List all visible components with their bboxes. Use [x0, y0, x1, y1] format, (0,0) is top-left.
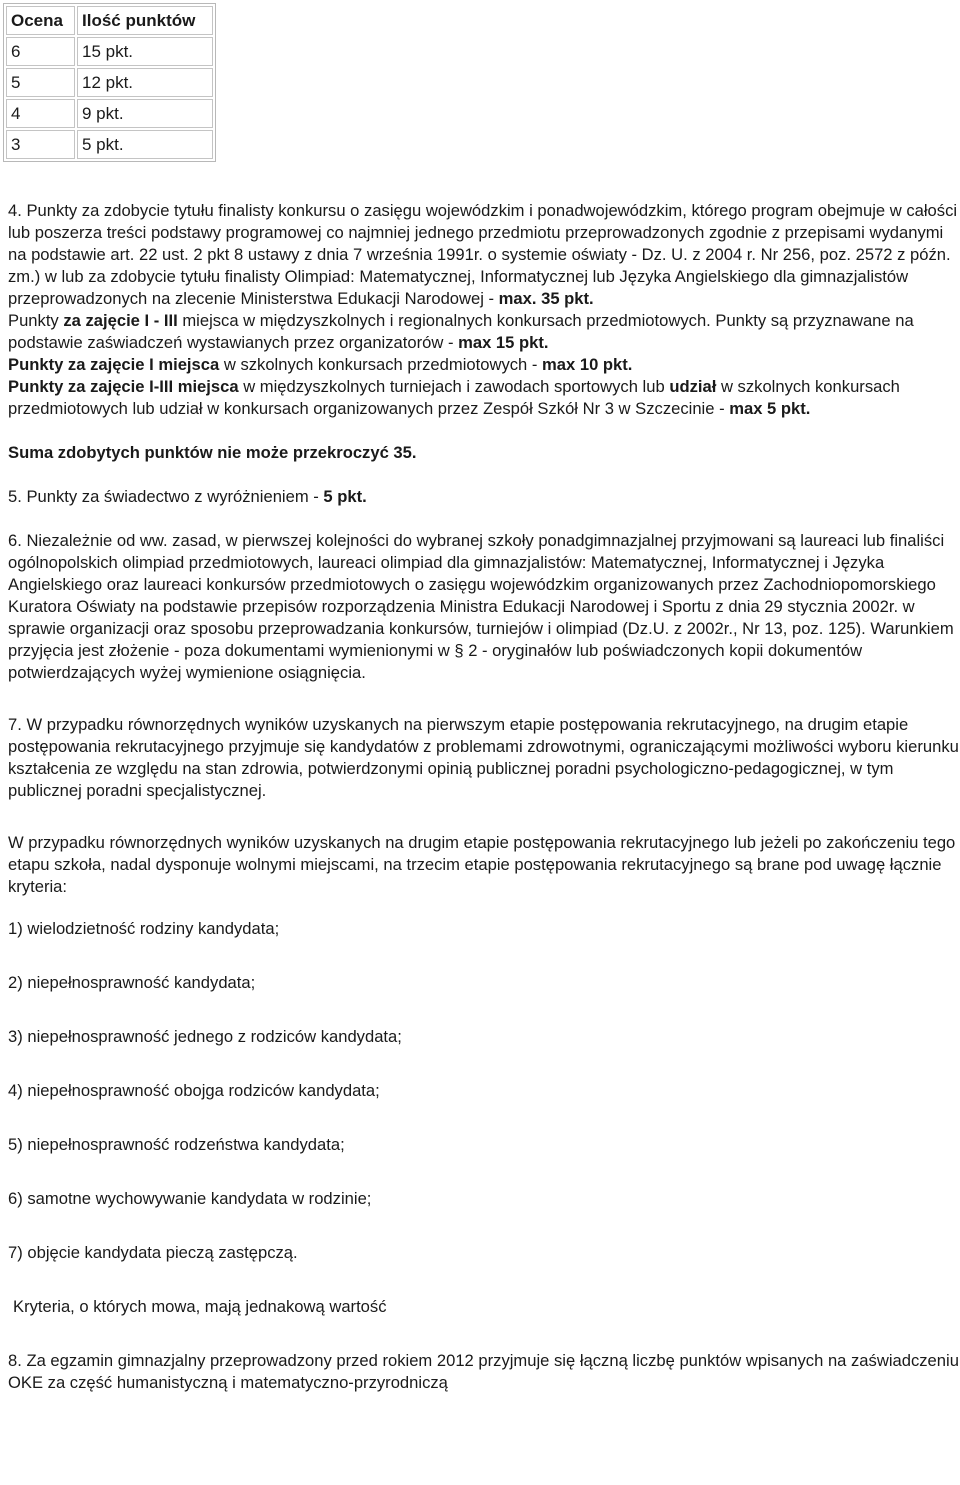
s4-text: w szkolnych konkursach przedmiotowych -	[219, 355, 543, 374]
table-cell: 5	[6, 68, 75, 97]
table-cell: 3	[6, 130, 75, 159]
list-item: 3) niepełnosprawność jednego z rodziców kandydata;	[8, 1027, 402, 1046]
section-6: 6. Niezależnie od ww. zasad, w pierwszej kolejności do wybranej szkoły ponadgimnazjalnej przyjmowani są laureaci lub finaliści ogólnopolskich olimpiad przedmiotowych, laureaci olimpiad dla gimnazjalistów: Matematycznej, Informatycznej i Języka Angielskiego oraz laureaci konkursów przedmiotowych o zasięgu wojewódzkim organizowanych przez Zachodniopomorskiego Kuratora Oświaty na podstawie przepisów rozporządzenia Ministra Edukacji Narodowej i Sportu z dnia 29 stycznia 2002r. w sprawie organizacji oraz sposobu przeprowadzania konkursów, turniejów i olimpiad (Dz.U. z 2002r., Nr 13, poz. 125). Warunkiem przyjęcia jest złożenie - poza dokumentami wymienionymi w § 2 - oryginałów lub poświadczonych kopii dokumentów potwierdzających wyżej wymienione osiągnięcia.	[8, 531, 954, 682]
s4-bold: max 5 pkt.	[729, 399, 811, 418]
document-body	[8, 200, 960, 1394]
header-ocena: Ocena	[6, 6, 75, 35]
section-4-paragraph	[8, 200, 960, 310]
s4-max: max. 35 pkt.	[498, 289, 594, 308]
s4-text: , którego program obejmuje w całości lub poszerza treści podstawy programowej co najmniej jednego przedmiotu przeprowadzonych zgodnie z przepisami wydanymi na podstawie art. 22 ust. 2 pkt 8 ustawy z dnia 7 września 1991r. o systemie oświaty - Dz. U. z 2004 r. Nr 256, poz. 2572 z późn. zm.	[8, 201, 958, 286]
table-cell: 5 pkt.	[77, 130, 213, 159]
table-row	[6, 130, 213, 159]
table-row	[6, 37, 213, 66]
s4-text: miejsca w międzyszkolnych i regionalnych konkursach przedmiotowych. Punkty są przyznawane na podstawie zaświadczeń wystawianych przez organizatorów -	[8, 311, 914, 352]
s4-bold: Punkty za zajęcie I-III miejsca	[8, 377, 239, 396]
list-item: 1) wielodzietność rodziny kandydata;	[8, 919, 280, 938]
header-ilosc-punktow: Ilość punktów	[77, 6, 213, 35]
s4-bold: udział	[669, 377, 717, 396]
s4-bold: Punkty za zajęcie I miejsca	[8, 355, 220, 374]
section-7: 7. W przypadku równorzędnych wyników uzyskanych na pierwszym etapie postępowania rekrutacyjnego, na drugim etapie postępowania rekrutacyjnego przyjmuje się kandydatów z problemami zdrowotnymi, ograniczającymi możliwości wyboru kierunku kształcenia ze względu na stan zdrowia, potwierdzonymi opinią publicznej poradni psychologiczno-pedagogicznej, w tym publicznej poradni specjalistycznej.	[8, 715, 959, 800]
section-7-continued: W przypadku równorzędnych wyników uzyskanych na drugim etapie postępowania rekrutacyjnego lub jeżeli po zakończeniu tego etapu szkoła, nadal dysponuje wolnymi miejscami, na trzecim etapie postępowania rekrutacyjnego są brane pod uwagę łącznie kryteria:	[8, 833, 956, 896]
points-table	[3, 3, 216, 162]
s4-bold: max 10 pkt.	[542, 355, 633, 374]
kryteria-note: Kryteria, o których mowa, mają jednakową wartość	[13, 1297, 387, 1316]
section-4-line-2	[8, 310, 960, 354]
s4-text: ) w lub za zdobycie tytułu finalisty Olimpiad: Matematycznej, Informatycznej lub Języka Angielskiego dla gimnazjalistów przeprowadzonych na zlecenie Ministerstwa Edukacji Narodowej -	[8, 267, 909, 308]
section-4-line-4	[8, 376, 960, 420]
section-8: 8. Za egzamin gimnazjalny przeprowadzony przed rokiem 2012 przyjmuje się łączną liczbę punktów wpisanych na zaświadczeniu OKE za część humanistyczną i matematyczno-przyrodniczą	[8, 1351, 959, 1392]
table-cell: 12 pkt.	[77, 68, 213, 97]
s4-text: Punkty	[8, 311, 64, 330]
table-cell: 4	[6, 99, 75, 128]
list-item: 4) niepełnosprawność obojga rodziców kandydata;	[8, 1081, 380, 1100]
table-cell: 15 pkt.	[77, 37, 213, 66]
suma-text: Suma zdobytych punktów nie może przekroczyć 35.	[8, 443, 417, 462]
s4-text: w szkolnych konkursach przedmiotowych lub udział w konkursach organizowanych przez Zespół Szkół Nr 3 w Szczecinie -	[8, 377, 900, 418]
section-4-line-3	[8, 354, 960, 376]
suma-line	[8, 442, 960, 464]
table-cell: 9 pkt.	[77, 99, 213, 128]
s5-bold: 5 pkt.	[323, 487, 367, 506]
s5-text: 5. Punkty za świadectwo z wyróżnieniem -	[8, 487, 324, 506]
table-cell: 6	[6, 37, 75, 66]
list-item: 7) objęcie kandydata pieczą zastępczą.	[8, 1243, 298, 1262]
s4-text: w międzyszkolnych turniejach i zawodach sportowych lub	[238, 377, 670, 396]
table-header-row	[6, 6, 213, 35]
s4-bold: za zajęcie I - III	[63, 311, 178, 330]
s4-text: 4. Punkty za zdobycie tytułu finalisty konkursu o zasięgu wojewódzkim i ponadwojewódzkim	[8, 201, 683, 220]
s4-bold: max 15 pkt.	[458, 333, 549, 352]
table-row	[6, 99, 213, 128]
list-item: 2) niepełnosprawność kandydata;	[8, 973, 256, 992]
section-5	[8, 486, 960, 508]
table-row	[6, 68, 213, 97]
list-item: 5) niepełnosprawność rodzeństwa kandydata;	[8, 1135, 345, 1154]
list-item: 6) samotne wychowywanie kandydata w rodzinie;	[8, 1189, 372, 1208]
